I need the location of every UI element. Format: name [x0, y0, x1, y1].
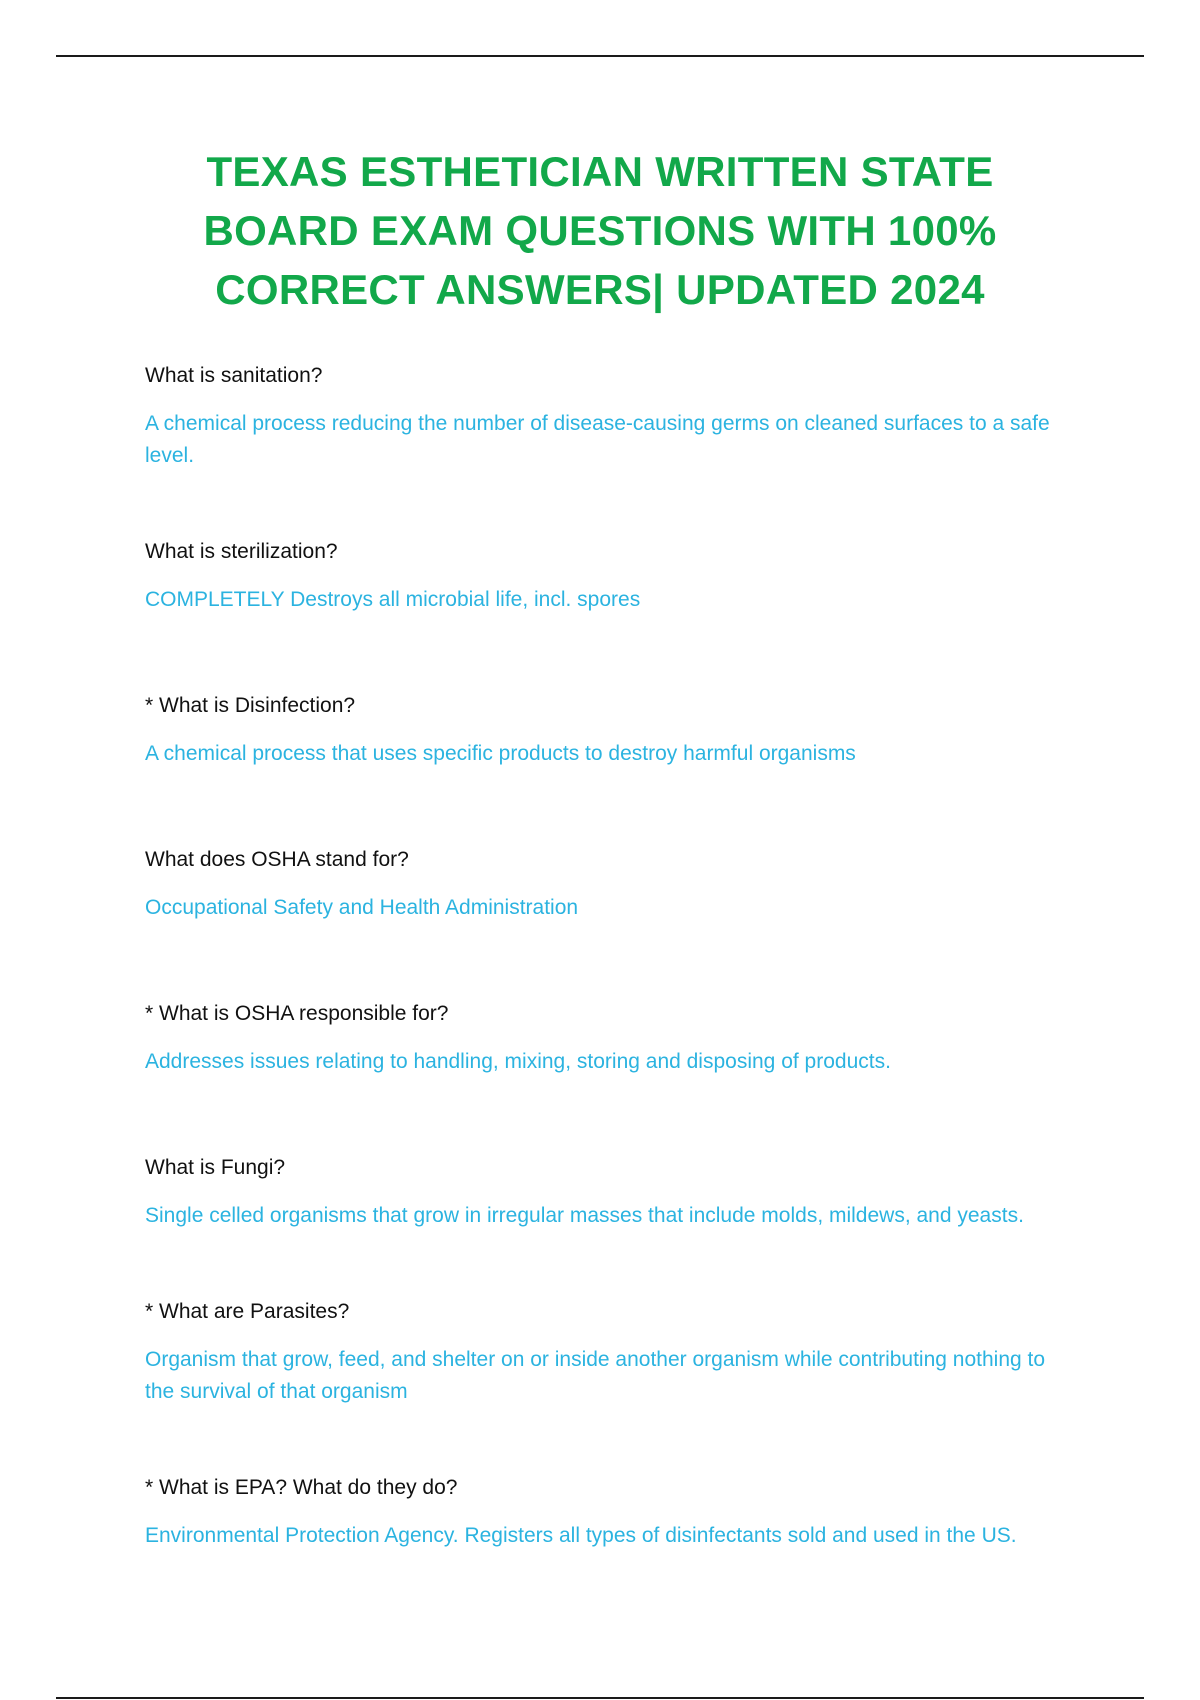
qa-item — [145, 846, 1065, 924]
question-text: What is sanitation? — [145, 364, 323, 387]
document-title — [120, 142, 1080, 319]
answer-text: A chemical process that uses specific products to destroy harmful organisms — [145, 742, 856, 765]
title-line: TEXAS ESTHETICIAN WRITTEN STATE — [206, 148, 994, 195]
title-line: BOARD EXAM QUESTIONS WITH 100% — [203, 207, 997, 254]
qa-item — [145, 1474, 1065, 1552]
qa-item — [145, 362, 1065, 472]
top-divider — [56, 55, 1144, 57]
question-text: * What is Disinfection? — [145, 694, 356, 717]
question-text: What is Fungi? — [145, 1156, 286, 1179]
answer-text: Single celled organisms that grow in irregular masses that include molds, mildews, and yeasts. — [145, 1204, 1024, 1227]
qa-item — [145, 692, 1065, 770]
question-text: What is sterilization? — [145, 540, 338, 563]
answer-text: Occupational Safety and Health Administration — [145, 896, 579, 919]
answer-text: Addresses issues relating to handling, mixing, storing and disposing of products. — [145, 1050, 891, 1073]
qa-item — [145, 1298, 1065, 1408]
question-text: * What is OSHA responsible for? — [145, 1002, 449, 1025]
question-text: * What is EPA? What do they do? — [145, 1476, 458, 1499]
qa-item — [145, 1154, 1065, 1232]
answer-text: A chemical process reducing the number of disease-causing germs on cleaned surfaces to a safe level. — [145, 412, 1050, 467]
bottom-divider — [56, 1697, 1144, 1699]
question-text: What does OSHA stand for? — [145, 848, 409, 871]
answer-text: Organism that grow, feed, and shelter on or inside another organism while contributing nothing to the survival of that organism — [145, 1348, 1046, 1403]
answer-text: Environmental Protection Agency. Registers all types of disinfectants sold and used in the US. — [145, 1524, 1017, 1547]
title-line: CORRECT ANSWERS| UPDATED 2024 — [215, 266, 985, 313]
qa-item — [145, 1000, 1065, 1078]
qa-item — [145, 538, 1065, 616]
answer-text: COMPLETELY Destroys all microbial life, incl. spores — [145, 588, 641, 611]
question-text: * What are Parasites? — [145, 1300, 350, 1323]
qa-list — [145, 362, 1065, 1552]
